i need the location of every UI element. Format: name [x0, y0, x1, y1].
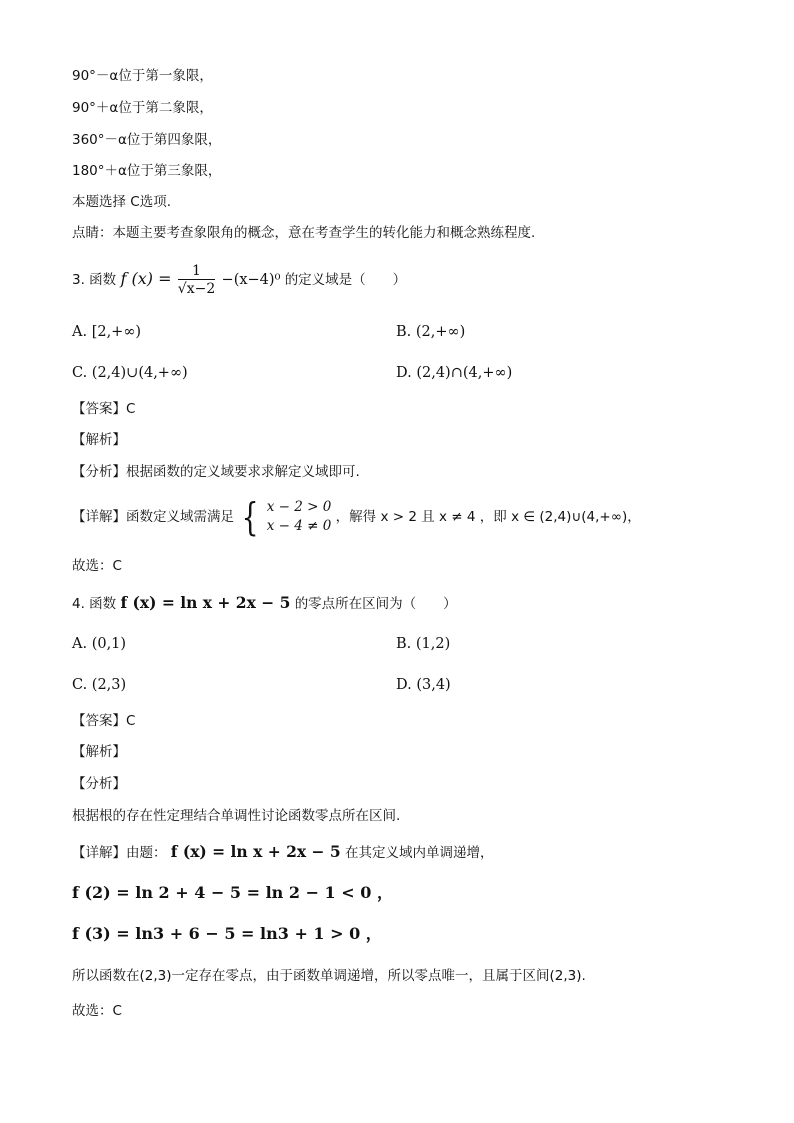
question-4-stem	[72, 590, 457, 617]
function-head: f (x) =	[120, 269, 172, 288]
function-expression: f (x) = ln x + 2x − 5	[170, 842, 341, 861]
text-line: 90°－α位于第一象限，	[72, 68, 213, 84]
detail-suffix: ，解得 x > 2 且 x ≠ 4 ，即 x ∈ (2,4)∪(4,+∞)，	[335, 509, 641, 525]
question-number: 3. 函数	[72, 272, 117, 288]
question-suffix: 的零点所在区间为（ ）	[294, 596, 457, 612]
system-row: x − 4 ≠ 0	[266, 518, 332, 534]
option-b: B. (1,2)	[396, 636, 451, 652]
conclusion-line: 所以函数在(2,3)一定存在零点，由于函数单调递增，所以零点唯一，且属于区间(2,3).	[72, 968, 586, 984]
text-line: 本题选择 C选项.	[72, 194, 172, 210]
inequality-system	[267, 498, 332, 536]
option-d: D. (3,4)	[396, 677, 451, 693]
detail-suffix: 在其定义域内单调递增，	[345, 845, 494, 861]
question-number: 4. 函数	[72, 596, 117, 612]
detail-line	[72, 494, 641, 540]
detail-prefix: 【详解】函数定义域需满足	[72, 509, 234, 525]
text-line: 360°－α位于第四象限，	[72, 132, 222, 148]
brace-icon: {	[241, 495, 259, 539]
text-line: 90°＋α位于第二象限，	[72, 100, 213, 116]
answer-label: 【答案】C	[72, 713, 136, 729]
system-row: x − 2 > 0	[266, 499, 332, 515]
text-line: 点睛：本题主要考查象限角的概念，意在考查学生的转化能力和概念熟练程度.	[72, 225, 536, 241]
choose-line: 故选：C	[72, 1003, 122, 1019]
fenxi-text: 【分析】根据函数的定义域要求求解定义域即可.	[72, 464, 360, 480]
option-d: D. (2,4)∩(4,+∞)	[396, 365, 513, 381]
option-c: C. (2,3)	[72, 677, 127, 693]
text-line: 180°＋α位于第三象限，	[72, 163, 222, 179]
equation-1: f (2) = ln 2 + 4 − 5 = ln 2 − 1 < 0 ，	[72, 883, 393, 902]
choose-line: 故选：C	[72, 558, 122, 574]
analysis-label: 【解析】	[72, 432, 126, 448]
fenxi-label: 【分析】	[72, 776, 126, 792]
function-expression: f (x) = ln x + 2x − 5	[120, 593, 291, 612]
function-tail: −(x−4)⁰	[221, 272, 281, 288]
fraction-numerator: 1	[178, 263, 215, 280]
question-suffix: 的定义域是（ ）	[284, 272, 407, 288]
option-a: A. [2,+∞)	[72, 324, 142, 340]
question-3-stem	[72, 262, 406, 298]
detail-line	[72, 839, 494, 866]
fenxi-text: 根据根的存在性定理结合单调性讨论函数零点所在区间.	[72, 808, 401, 824]
option-b: B. (2,+∞)	[396, 324, 466, 340]
equation-2: f (3) = ln3 + 6 − 5 = ln3 + 1 > 0 ，	[72, 924, 382, 943]
option-c: C. (2,4)∪(4,+∞)	[72, 365, 188, 381]
answer-label: 【答案】C	[72, 401, 136, 417]
fraction-denominator: √x−2	[177, 280, 216, 297]
analysis-label: 【解析】	[72, 744, 126, 760]
option-a: A. (0,1)	[72, 636, 127, 652]
detail-prefix: 【详解】由题：	[72, 845, 167, 861]
fraction	[178, 263, 215, 298]
